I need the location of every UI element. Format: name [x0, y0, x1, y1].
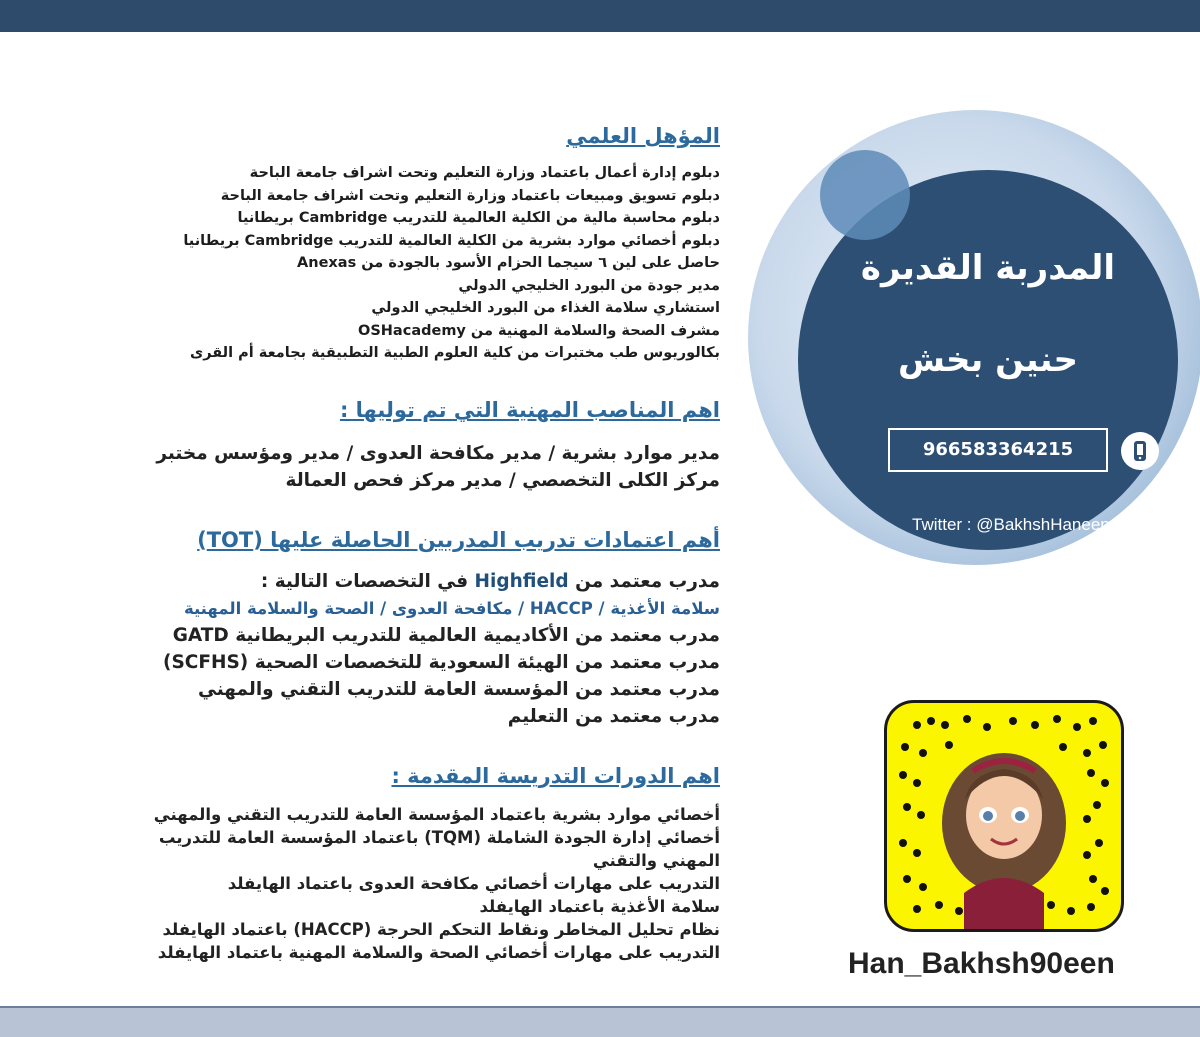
list-item: مدرب معتمد من الأكاديمية العالمية للتدريب البريطانية GATD	[172, 625, 720, 646]
list-item: دبلوم أخصائي موارد بشرية من الكلية العالمية للتدريب Cambridge بريطانيا	[183, 232, 720, 249]
specialties-line: سلامة الأغذية / HACCP / مكافحة العدوى / الصحة والسلامة المهنية	[183, 599, 720, 618]
intro-prefix: مدرب معتمد من	[575, 571, 720, 592]
positions-title: اهم المناصب المهنية التي تم توليها :	[339, 398, 720, 422]
phone-icon	[1121, 432, 1159, 470]
list-item: نظام تحليل المخاطر ونقاط التحكم الحرجة (HACCP) باعتماد الهايفلد	[162, 920, 720, 939]
snapchat-handle[interactable]: Han_Bakhsh90een	[848, 947, 1115, 980]
list-item: بكالوريوس طب مختبرات من كلية العلوم الطبية التطبيقية بجامعة أم القرى	[189, 345, 720, 361]
list-item: أخصائي موارد بشرية باعتماد المؤسسة العامة للتدريب التقني والمهني	[153, 805, 720, 824]
phone-number[interactable]: 966583364215	[888, 428, 1108, 472]
list-item: مدرب معتمد من المؤسسة العامة للتدريب التقني والمهني	[198, 679, 720, 700]
courses-list	[154, 803, 720, 964]
profile-title: المدربة القديرة	[860, 248, 1116, 288]
bitmoji-avatar	[942, 753, 1066, 929]
list-item: التدريب على مهارات أخصائي الصحة والسلامة المهنية باعتماد الهايفلد	[157, 943, 720, 962]
twitter-handle[interactable]: Twitter : @BakhshHaneen	[912, 515, 1110, 534]
list-item: سلامة الأغذية باعتماد الهايفلد	[479, 897, 720, 916]
list-item: مدير جودة من البورد الخليجي الدولي	[458, 277, 720, 294]
list-item: مدير موارد بشرية / مدير مكافحة العدوى / مدير ومؤسس مختبر	[156, 443, 720, 464]
intro-suffix: في التخصصات التالية :	[260, 571, 469, 592]
top-bar	[0, 0, 1200, 32]
list-item: دبلوم إدارة أعمال باعتماد وزارة التعليم وتحت اشراف جامعة الباحة	[249, 165, 720, 181]
list-item: مركز الكلى التخصصي / مدير مركز فحص العمالة	[285, 470, 720, 491]
list-item: حاصل على لين ٦ سيجما الحزام الأسود بالجودة من Anexas	[297, 255, 720, 271]
qualifications-title: المؤهل العلمي	[566, 124, 720, 148]
list-item: دبلوم تسويق ومبيعات باعتماد وزارة التعليم وتحت اشراف جامعة الباحة	[220, 187, 720, 204]
decorative-circle-small	[820, 150, 910, 240]
accreditations-title: أهم اعتمادات تدريب المدربين الحاصلة عليها (TOT)	[197, 528, 720, 552]
list-item: دبلوم محاسبة مالية من الكلية العالمية للتدريب Cambridge بريطانيا	[237, 210, 720, 226]
list-item: المهني والتقني	[592, 851, 720, 870]
bottom-bar	[0, 1006, 1200, 1037]
list-item: استشاري سلامة الغذاء من البورد الخليجي الدولي	[371, 300, 720, 316]
positions-list	[156, 440, 720, 494]
snapcode-icon[interactable]	[884, 700, 1124, 932]
list-item: التدريب على مهارات أخصائي مكافحة العدوى باعتماد الهايفلد	[227, 874, 720, 893]
list-item: أخصائي إدارة الجودة الشاملة (TQM) باعتماد المؤسسة العامة للتدريب	[158, 828, 720, 847]
qualifications-list	[183, 162, 720, 365]
intro-highlight: Highfield	[474, 571, 569, 592]
accreditations-list	[163, 568, 720, 730]
profile-name: حنين بخش	[897, 340, 1079, 380]
accreditation-intro	[163, 568, 720, 595]
courses-title: اهم الدورات التدريسة المقدمة :	[391, 764, 720, 788]
list-item: مدرب معتمد من الهيئة السعودية للتخصصات الصحية (SCFHS)	[162, 652, 720, 673]
list-item: مدرب معتمد من التعليم	[507, 706, 720, 727]
list-item: مشرف الصحة والسلامة المهنية من OSHacademy	[358, 322, 720, 339]
